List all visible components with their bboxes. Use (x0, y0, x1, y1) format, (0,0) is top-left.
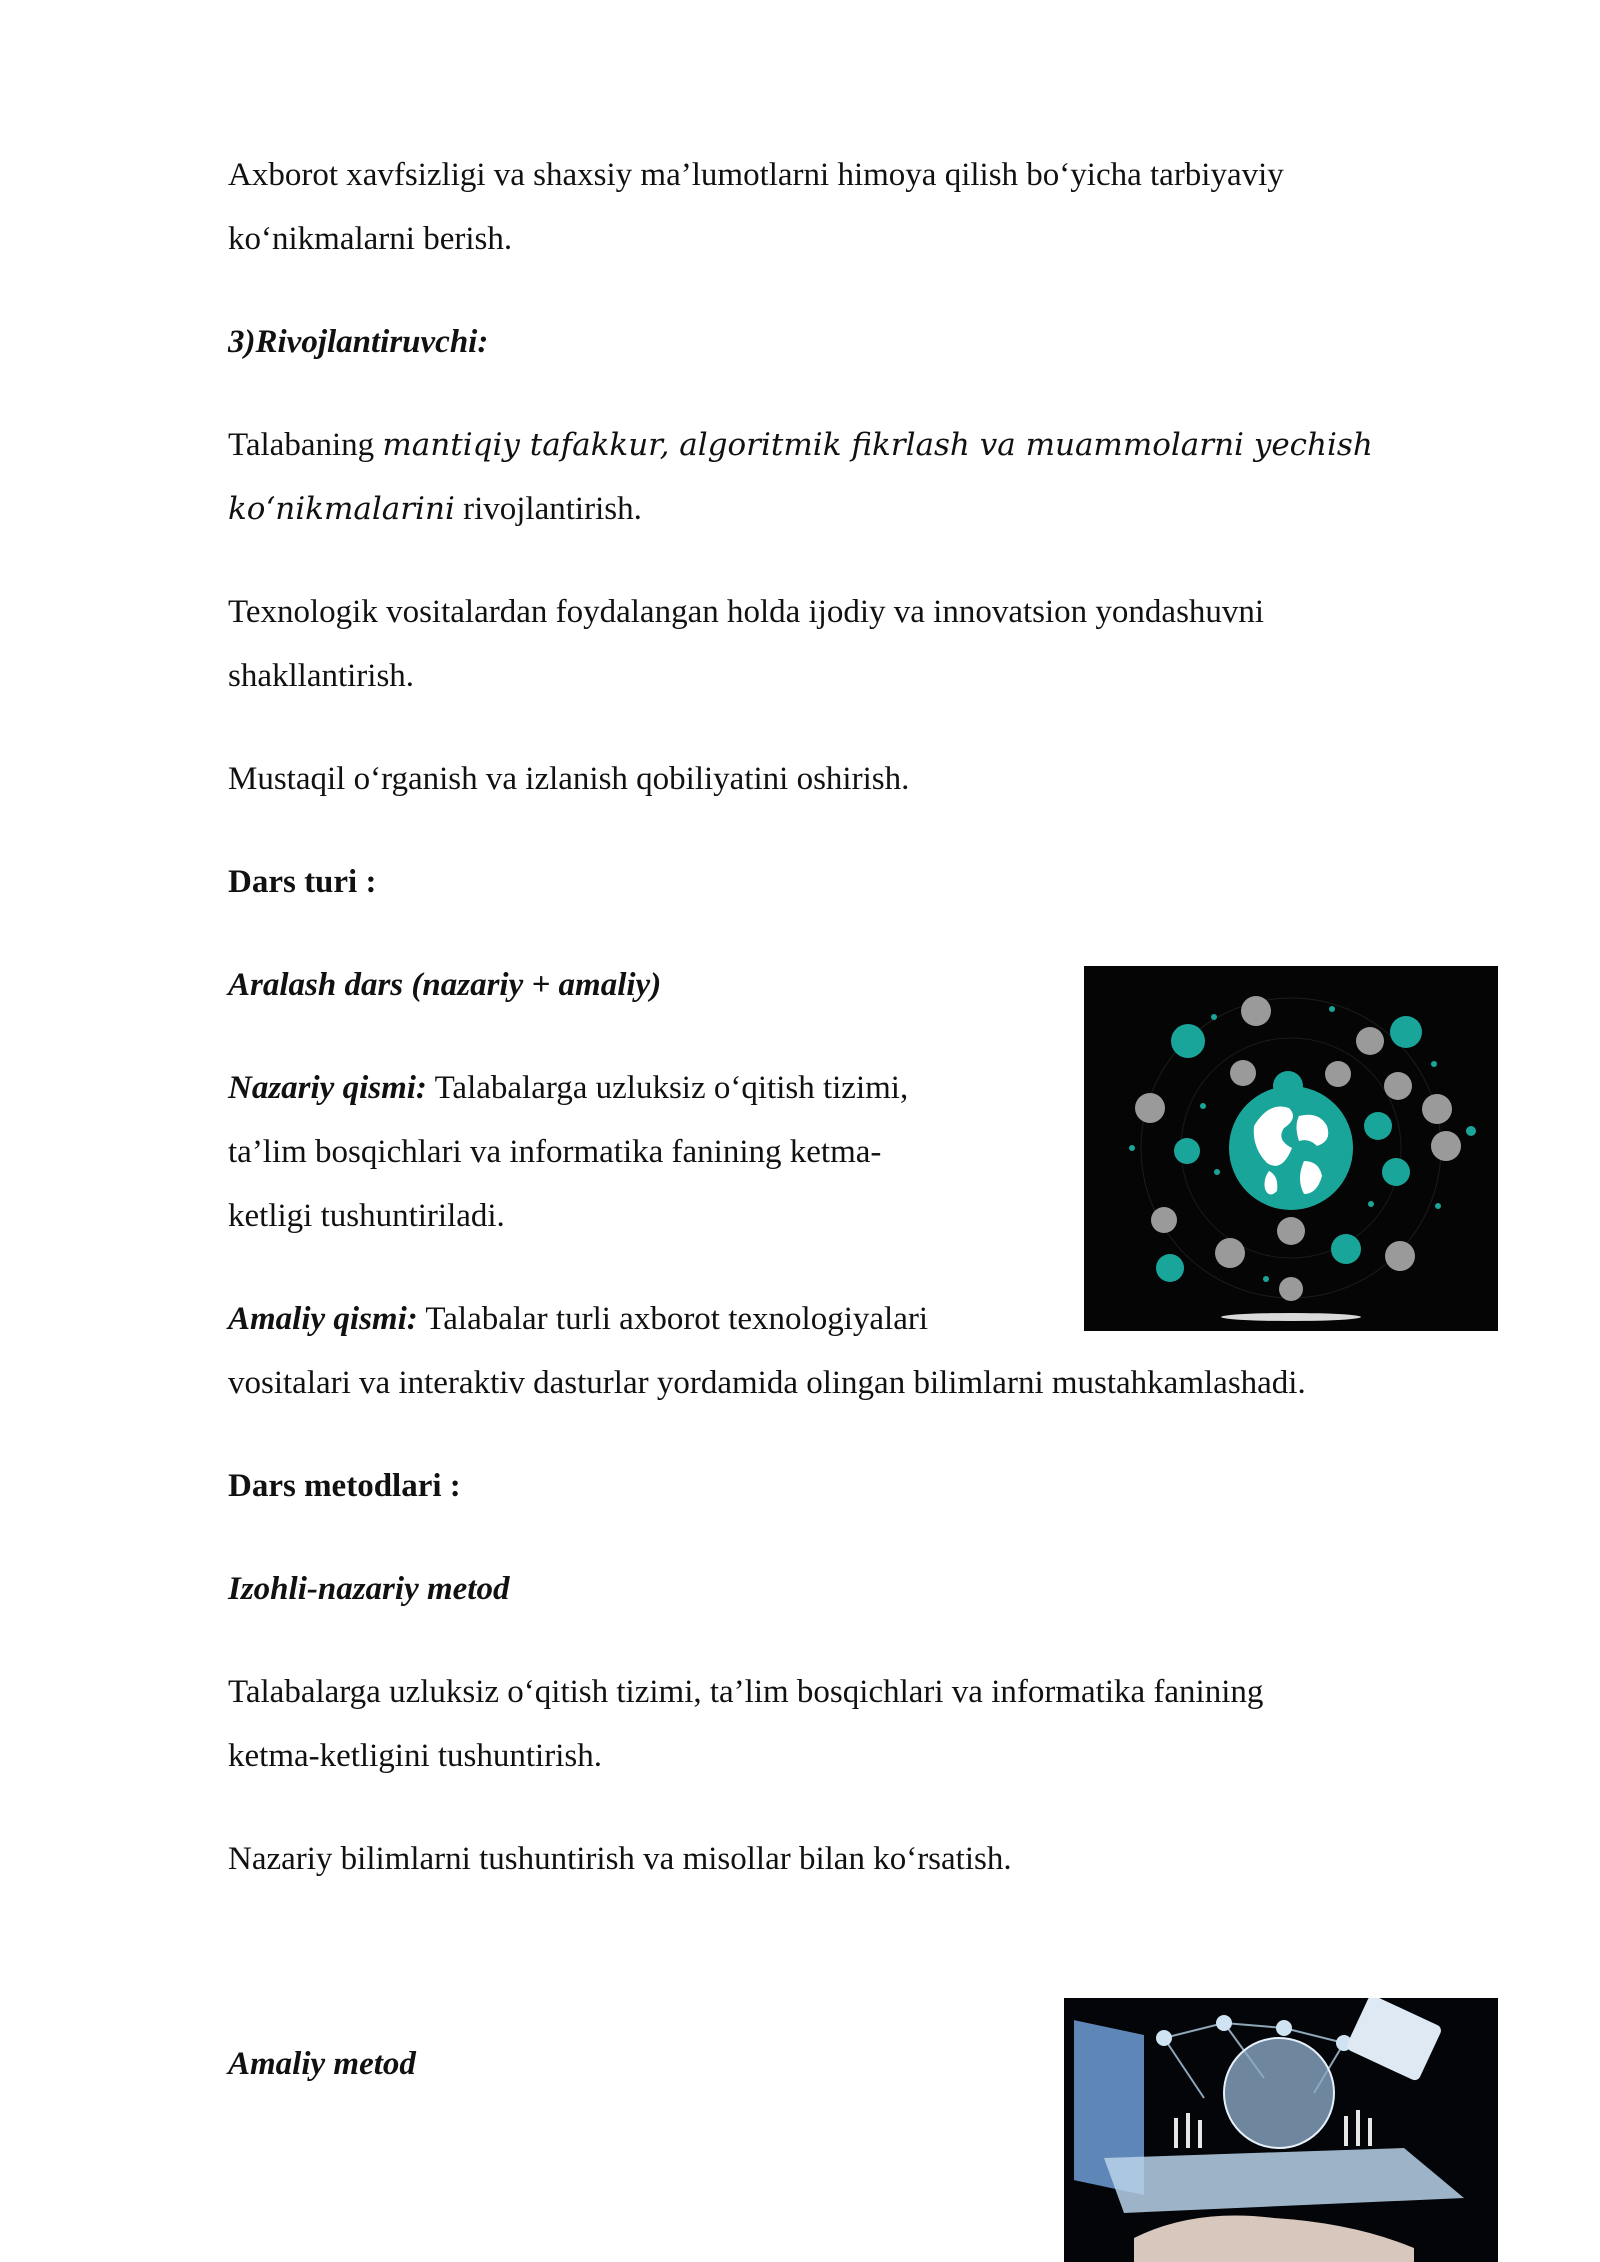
paragraph-line: vositalari va interaktiv dasturlar yordamida olingan bilimlarni mustahkamlashadi. (228, 1365, 1306, 1401)
paragraph-line (228, 1056, 908, 1120)
paragraph-line (228, 477, 642, 541)
text: Talabaning (228, 427, 383, 463)
paragraph-line: Talabalarga uzluksiz o‘qitish tizimi, ta’lim bosqichlari va informatika fanining (228, 1674, 1264, 1710)
text: rivojlantirish. (454, 491, 642, 527)
text: Axborot xavfsizligi va shaxsiy ma’lumotlarni himoya qilish bo‘yicha tarbiyaviy (228, 157, 1284, 193)
paragraph-line: shakllantirish. (228, 658, 415, 694)
nazariy-label: Nazariy qismi: (228, 1070, 427, 1106)
paragraph-line: ta’lim bosqichlari va informatika fanining ketma- (228, 1134, 882, 1170)
paragraph-line: Texnologik vositalardan foydalangan holda ijodiy va innovatsion yondashuvni (228, 594, 1265, 630)
text: Talabalarga uzluksiz o‘qitish tizimi, (426, 1070, 909, 1106)
amaliy-metod: Amaliy metod (228, 2046, 416, 2082)
paragraph-line (228, 143, 1284, 207)
amaliy-label: Amaliy qismi: (228, 1301, 418, 1337)
paragraph-line (228, 1287, 928, 1351)
text: Talabalar turli axborot texnologiyalari (417, 1301, 928, 1337)
heading-dars-turi: Dars turi : (228, 864, 377, 900)
globe-network-illustration (1084, 966, 1498, 1331)
paragraph-line: Nazariy bilimlarni tushuntirish va misollar bilan ko‘rsatish. (228, 1841, 1012, 1877)
aralash-dars: Aralash dars (nazariy + amaliy) (228, 967, 662, 1003)
italic-text: ko‘nikmalarini (228, 491, 455, 527)
heading-dars-metodlari: Dars metodlari : (228, 1468, 461, 1504)
paragraph-line (228, 207, 512, 271)
paragraph-line: ketma-ketligini tushuntirish. (228, 1738, 602, 1774)
hand-laptop-network (1064, 1998, 1498, 2262)
paragraph-line (228, 413, 1373, 477)
hand-tech-illustration (1064, 1998, 1498, 2262)
heading-rivojlantiruvchi: 3)Rivojlantiruvchi: (228, 324, 489, 360)
paragraph-line: ketligi tushuntiriladi. (228, 1198, 505, 1234)
text: ko‘nikmalarni berish. (228, 221, 513, 257)
globe-network-icons (1084, 966, 1498, 1331)
italic-text: mantiqiy tafakkur, algoritmik fikrlash va muammolarni yechish (382, 427, 1373, 463)
paragraph-line: Mustaqil o‘rganish va izlanish qobiliyatini oshirish. (228, 761, 910, 797)
izohli-nazariy-metod: Izohli-nazariy metod (228, 1571, 510, 1607)
